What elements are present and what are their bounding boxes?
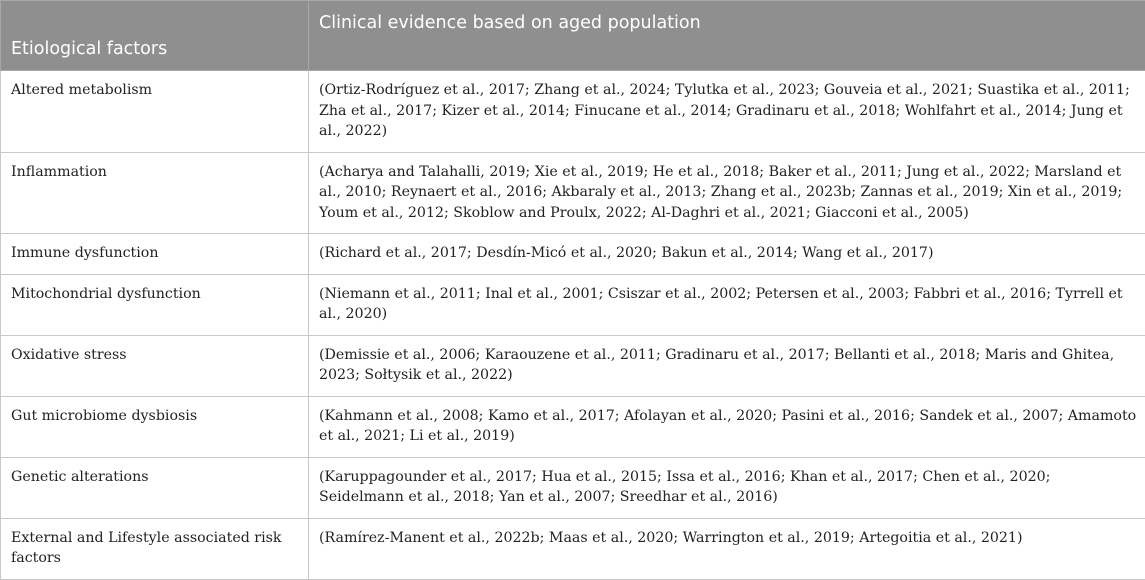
evidence-cell: (Ramírez-Manent et al., 2022b; Maas et al., 2020; Warrington et al., 2019; Artegoitia et al., 2021)	[309, 518, 1145, 579]
factor-cell: Altered metabolism	[1, 71, 309, 153]
factor-cell: Oxidative stress	[1, 335, 309, 396]
header-etiological-factors: Etiological factors	[1, 1, 309, 71]
table-row	[1, 234, 1145, 275]
evidence-cell: (Niemann et al., 2011; Inal et al., 2001; Csiszar et al., 2002; Petersen et al., 2003; Fabbri et al., 2016; Tyrrell et al., 2020)	[309, 274, 1145, 335]
header-clinical-evidence: Clinical evidence based on aged population	[309, 1, 1145, 71]
table-row	[1, 518, 1145, 579]
table-header	[1, 1, 1145, 71]
table-row	[1, 274, 1145, 335]
factor-cell: Inflammation	[1, 152, 309, 234]
table-row	[1, 457, 1145, 518]
table-row	[1, 152, 1145, 234]
factor-cell: Mitochondrial dysfunction	[1, 274, 309, 335]
header-row	[1, 1, 1145, 71]
table-row	[1, 335, 1145, 396]
factor-cell: Gut microbiome dysbiosis	[1, 396, 309, 457]
factor-cell: Genetic alterations	[1, 457, 309, 518]
table-row	[1, 396, 1145, 457]
table-row	[1, 71, 1145, 153]
factor-cell: Immune dysfunction	[1, 234, 309, 275]
evidence-cell: (Acharya and Talahalli, 2019; Xie et al., 2019; He et al., 2018; Baker et al., 2011; Jung et al., 2022; Marsland et al., 2010; Reynaert et al., 2016; Akbaraly et al., 2013; Zhang et al., 2023b; Zannas et al., 2019; Xin et al., 2019; Youm et al., 2012; Skoblow and Proulx, 2022; Al-Daghri et al., 2021; Giacconi et al., 2005)	[309, 152, 1145, 234]
evidence-cell: (Ortiz-Rodríguez et al., 2017; Zhang et al., 2024; Tylutka et al., 2023; Gouveia et al., 2021; Suastika et al., 2011; Zha et al., 2017; Kizer et al., 2014; Finucane et al., 2014; Gradinaru et al., 2018; Wohlfahrt et al., 2014; Jung et al., 2022)	[309, 71, 1145, 153]
evidence-cell: (Kahmann et al., 2008; Kamo et al., 2017; Afolayan et al., 2020; Pasini et al., 2016; Sandek et al., 2007; Amamoto et al., 2021; Li et al., 2019)	[309, 396, 1145, 457]
factor-cell: External and Lifestyle associated risk factors	[1, 518, 309, 579]
evidence-cell: (Karuppagounder et al., 2017; Hua et al., 2015; Issa et al., 2016; Khan et al., 2017; Chen et al., 2020; Seidelmann et al., 2018; Yan et al., 2007; Sreedhar et al., 2016)	[309, 457, 1145, 518]
evidence-cell: (Richard et al., 2017; Desdín-Micó et al., 2020; Bakun et al., 2014; Wang et al., 2017)	[309, 234, 1145, 275]
evidence-cell: (Demissie et al., 2006; Karaouzene et al., 2011; Gradinaru et al., 2017; Bellanti et al., 2018; Maris and Ghitea, 2023; Sołtysik et al., 2022)	[309, 335, 1145, 396]
